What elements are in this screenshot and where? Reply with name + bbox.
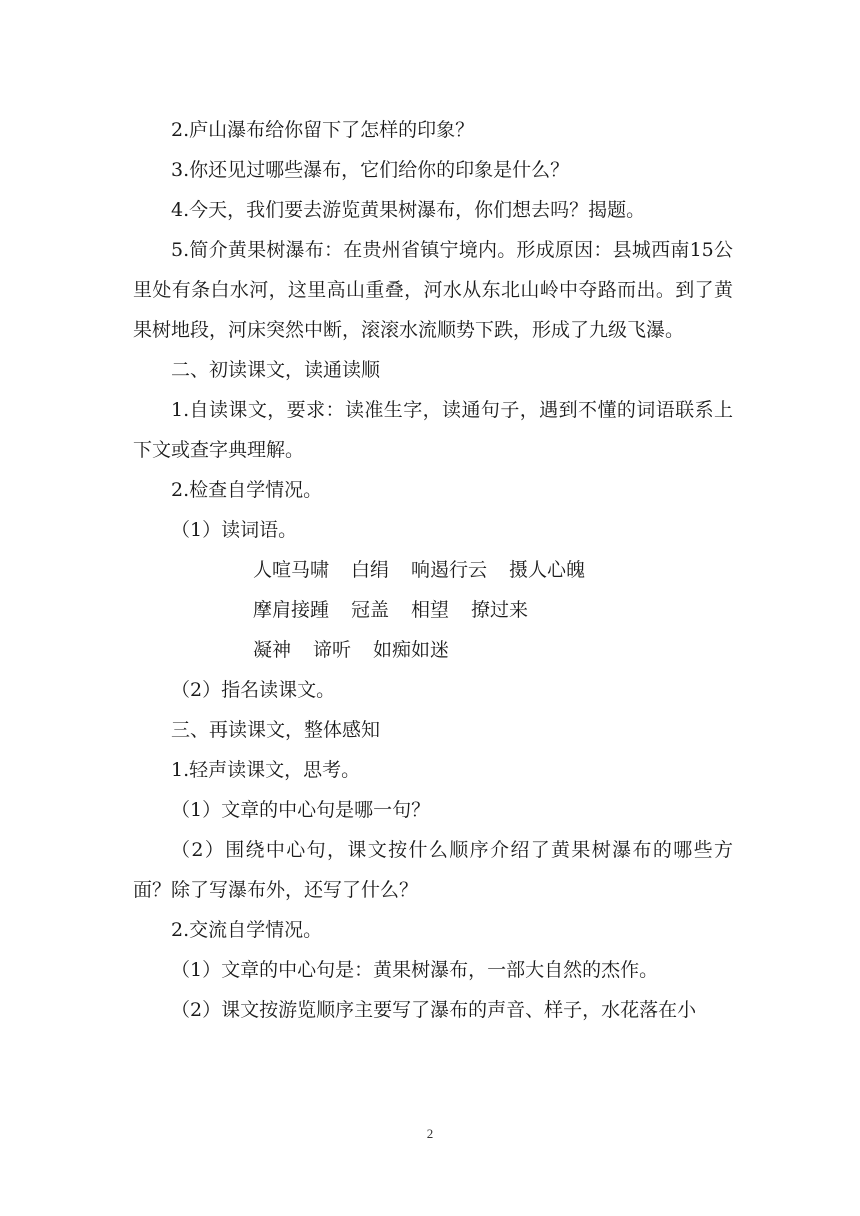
- vocabulary-word: 白绢: [351, 559, 390, 581]
- vocabulary-row: [133, 630, 733, 670]
- page-number: 2: [426, 1126, 434, 1141]
- vocabulary-word: 如痴如迷: [373, 639, 450, 661]
- paragraph: 3.你还见过哪些瀑布，它们给你的印象是什么？: [171, 159, 570, 181]
- sub-item: （2）课文按游览顺序主要写了瀑布的声音、样子，水花落在小: [171, 999, 697, 1021]
- vocabulary-word: 凝神: [253, 639, 292, 661]
- paragraph: 4.今天，我们要去游览黄果树瀑布，你们想去吗？揭题。: [171, 199, 646, 221]
- vocabulary-word: 相望: [411, 599, 450, 621]
- section-heading: 二、初读课文，读通读顺: [171, 359, 381, 381]
- document-body: [133, 110, 733, 1030]
- vocabulary-row: [133, 550, 733, 590]
- vocabulary-word: 响遏行云: [411, 559, 488, 581]
- paragraph: 1.自读课文，要求：读准生字，读通句子，遇到不懂的词语联系上下文或查字典理解。: [133, 399, 733, 461]
- paragraph: 2.交流自学情况。: [171, 919, 323, 941]
- vocabulary-word: 谛听: [313, 639, 352, 661]
- sub-item: （1）文章的中心句是哪一句？: [171, 799, 431, 821]
- vocabulary-word: 人喧马啸: [253, 559, 330, 581]
- vocabulary-row: [133, 590, 733, 630]
- paragraph: 2.庐山瀑布给你留下了怎样的印象？: [171, 119, 475, 141]
- sub-item: （2）指名读课文。: [171, 679, 336, 701]
- vocabulary-word: 摩肩接踵: [253, 599, 330, 621]
- section-heading: 三、再读课文，整体感知: [171, 719, 381, 741]
- vocabulary-word: 冠盖: [351, 599, 390, 621]
- sub-item: （1）文章的中心句是：黄果树瀑布，一部大自然的杰作。: [171, 959, 659, 981]
- paragraph: 5.简介黄果树瀑布：在贵州省镇宁境内。形成原因：县城西南15公里处有条白水河，这里高山重叠，河水从东北山岭中夺路而出。到了黄果树地段，河床突然中断，滚滚水流顺势下跌，形成了九级飞瀑。: [133, 239, 733, 341]
- sub-item: （1）读词语。: [171, 519, 298, 541]
- sub-item: （2）围绕中心句，课文按什么顺序介绍了黄果树瀑布的哪些方面？除了写瀑布外，还写了什么？: [133, 839, 733, 901]
- vocabulary-word: 撩过来: [471, 599, 529, 621]
- vocabulary-word: 摄人心魄: [509, 559, 586, 581]
- paragraph: 2.检查自学情况。: [171, 479, 323, 501]
- paragraph: 1.轻声读课文，思考。: [171, 759, 361, 781]
